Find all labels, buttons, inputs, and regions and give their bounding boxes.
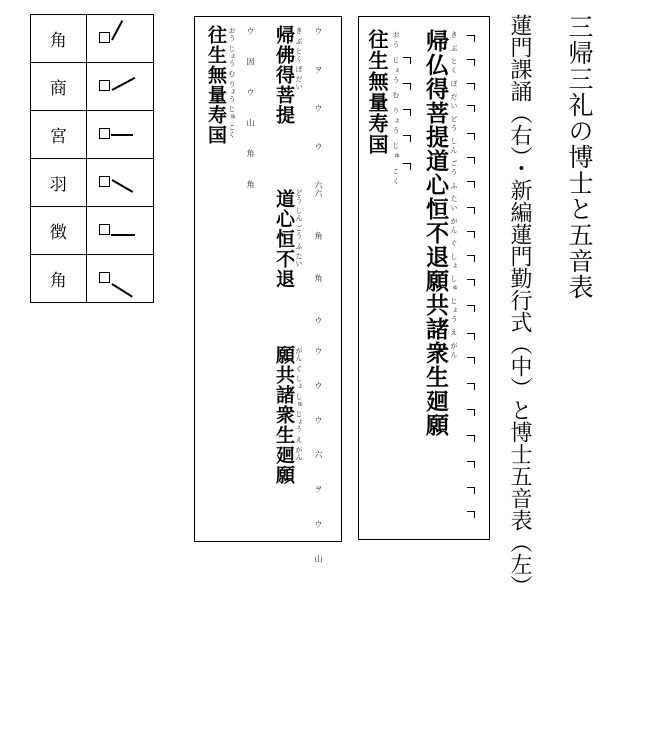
middle-verse-1: 帰佛得菩提 bbox=[273, 25, 295, 125]
middle-ruby-4: おう じょう む りょう じゅ こく bbox=[228, 27, 236, 139]
tone-row bbox=[31, 63, 154, 111]
tone-row bbox=[31, 15, 154, 63]
square-icon bbox=[99, 128, 110, 139]
square-icon bbox=[99, 176, 110, 187]
neume-hook-icon bbox=[467, 133, 475, 140]
middle-verse-3: 願共諸衆生廻願 bbox=[273, 345, 295, 485]
neume-hook-icon bbox=[467, 255, 475, 262]
tone-name: 角 bbox=[31, 15, 87, 63]
five-tone-table bbox=[30, 14, 154, 303]
square-icon bbox=[99, 32, 110, 43]
tone-row bbox=[31, 159, 154, 207]
right-ruby-main: き ぶ とく ぼ だい どう しん ごう ふ たい がん ぐ しょ しゅ じょう え がん bbox=[450, 31, 458, 360]
neume-hook-icon bbox=[467, 105, 475, 112]
tone-name: 商 bbox=[31, 63, 87, 111]
neume-hook-icon bbox=[467, 409, 475, 416]
tone-mark-cell bbox=[86, 159, 153, 207]
right-verse-main: 帰仏得菩提道心恒不退願共諸衆生廻願 bbox=[422, 29, 448, 437]
middle-neume-3: ウ ウ ウ 六 ヲ ウ 山 bbox=[314, 347, 323, 575]
neume-hook-icon bbox=[467, 357, 475, 364]
neume-hook-icon bbox=[403, 83, 411, 90]
neume-hook-icon bbox=[403, 57, 411, 64]
neume-hook-icon bbox=[467, 435, 475, 442]
middle-ruby-2: どう しん ごう ふ たい bbox=[295, 189, 303, 268]
neume-hook-icon bbox=[403, 135, 411, 142]
tone-mark-cell bbox=[86, 255, 153, 303]
pitch-stroke-icon bbox=[111, 283, 132, 297]
pitch-stroke-icon bbox=[111, 134, 133, 136]
neume-hook-icon bbox=[467, 83, 475, 90]
page-title: 三帰三礼の博士と五音表 bbox=[565, 14, 594, 300]
middle-panel bbox=[194, 16, 342, 575]
tone-mark-cell bbox=[86, 15, 153, 63]
pitch-stroke-icon bbox=[111, 234, 135, 236]
middle-neume-1: ウ ヲ ウ ウ 六 bbox=[314, 27, 323, 204]
tone-mark-cell bbox=[86, 111, 153, 159]
tone-name: 宮 bbox=[31, 111, 87, 159]
pitch-stroke-icon bbox=[111, 77, 135, 91]
right-verse-tail: 往生無量寿国 bbox=[365, 29, 389, 155]
middle-neume-2: 六 角 角 ウ bbox=[314, 189, 323, 341]
tone-mark-cell bbox=[86, 63, 153, 111]
neume-hook-icon bbox=[467, 59, 475, 66]
right-ruby-tail: おう じょう む りょう じゅ こく bbox=[392, 31, 400, 188]
middle-ruby-1: き ぶ とく ぼ だい bbox=[295, 27, 303, 91]
tone-mark-cell bbox=[86, 207, 153, 255]
neume-hook-icon bbox=[467, 207, 475, 214]
square-icon bbox=[99, 272, 110, 283]
neume-hook-icon bbox=[467, 461, 475, 468]
middle-neume-4: ウ 因 ウ 山 角 角 bbox=[246, 27, 255, 198]
tone-row bbox=[31, 255, 154, 303]
neume-hook-icon bbox=[467, 279, 475, 286]
neume-hook-icon bbox=[467, 487, 475, 494]
neume-hook-icon bbox=[467, 231, 475, 238]
neume-hook-icon bbox=[403, 109, 411, 116]
pitch-stroke-icon bbox=[111, 20, 123, 40]
square-icon bbox=[99, 224, 110, 235]
middle-verse-2: 道心恒不退 bbox=[273, 189, 295, 289]
neume-hook-icon bbox=[467, 383, 475, 390]
neume-hook-icon bbox=[467, 333, 475, 340]
neume-hook-icon bbox=[467, 305, 475, 312]
middle-verse-4: 往生無量寿国 bbox=[205, 25, 227, 145]
neume-hook-icon bbox=[467, 511, 475, 518]
neume-hook-icon bbox=[403, 163, 411, 170]
tone-row bbox=[31, 207, 154, 255]
neume-hook-icon bbox=[467, 157, 475, 164]
neume-hook-icon bbox=[467, 35, 475, 42]
right-panel bbox=[358, 16, 490, 540]
square-icon bbox=[99, 80, 110, 91]
middle-ruby-3: がん ぐ しょ しゅ じょう え がん bbox=[295, 347, 303, 461]
tone-row bbox=[31, 111, 154, 159]
tone-name: 徴 bbox=[31, 207, 87, 255]
neume-hook-icon bbox=[467, 181, 475, 188]
tone-name: 角 bbox=[31, 255, 87, 303]
caption: 蓮門課誦（右）・新編蓮門勤行式（中）と博士五音表（左） bbox=[507, 14, 532, 597]
pitch-stroke-icon bbox=[111, 179, 133, 193]
tone-name: 羽 bbox=[31, 159, 87, 207]
